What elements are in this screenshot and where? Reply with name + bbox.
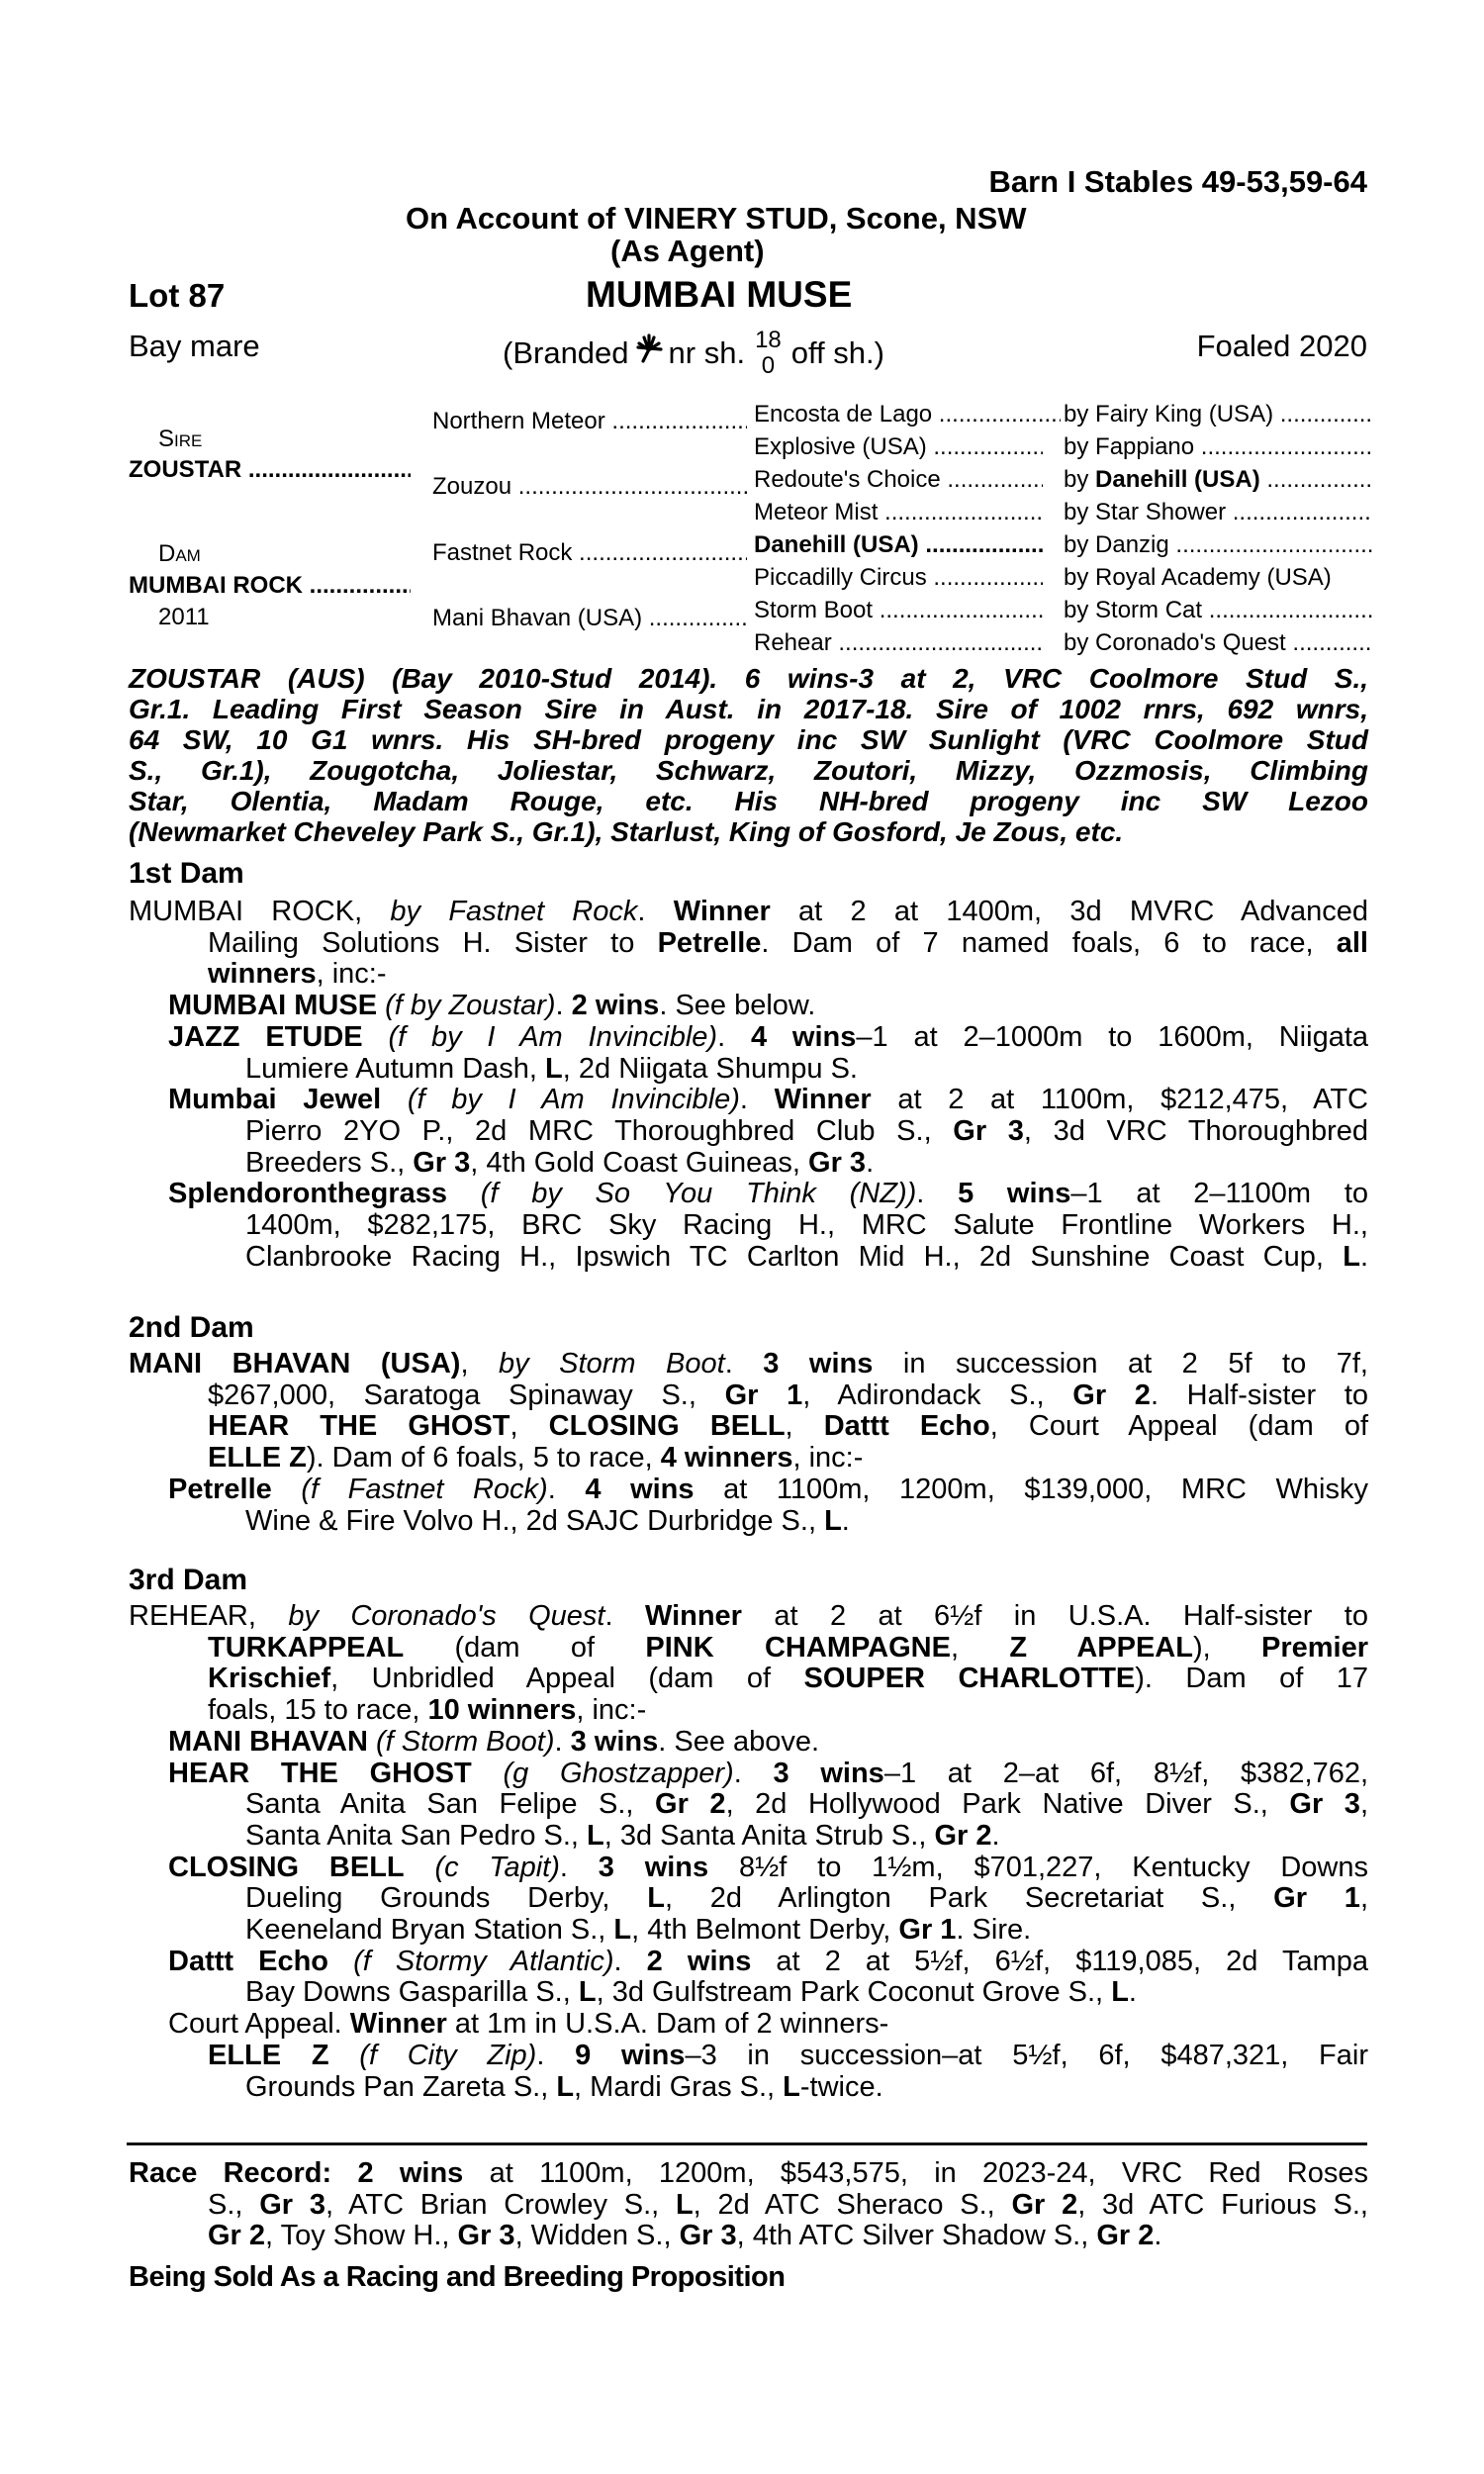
sire-summary-line: (Newmarket Cheveley Park S., Gr.1), Starlust, King of Gosford, Je Zous, etc.	[129, 816, 1124, 847]
text: .	[637, 896, 674, 927]
pedigree-gen3-name: Explosive (USA) .....	[754, 433, 1043, 461]
italic-text: (f by I Am Invincible)	[407, 1084, 740, 1116]
bold-text: 3 wins	[598, 1851, 709, 1883]
bold-text: JAZZ ETUDE	[168, 1020, 363, 1053]
bold-text: Gr 3	[413, 1146, 471, 1179]
first-dam-line	[168, 1178, 1368, 1209]
text: Court Appeal.	[168, 2008, 350, 2041]
bold-text: HEAR THE GHOST	[208, 1410, 510, 1443]
bold-text: Splendoronthegrass	[168, 1178, 447, 1210]
agent-note: (As Agent)	[610, 234, 765, 268]
third-dam-line	[245, 1820, 1000, 1852]
sire-summary-line: ZOUSTAR (AUS) (Bay 2010-Stud 2014). 6 wins-3 at 2, VRC Coolmore Stud S.,	[129, 663, 1368, 694]
bold-text: Gr 2	[1072, 1379, 1151, 1411]
text: , 4th Gold Coast Guineas,	[470, 1146, 809, 1179]
text: , Court Appeal (dam of	[989, 1410, 1369, 1443]
bold-text: 9 wins	[575, 2039, 686, 2071]
text: (dam of	[404, 1631, 646, 1664]
text: , 2d ATC Sheraco S.,	[693, 2188, 1012, 2221]
bold-text: L	[613, 1914, 632, 1946]
bold-text: L	[647, 1882, 665, 1915]
text: foals, 15 to race,	[208, 1694, 428, 1727]
text	[472, 1758, 504, 1789]
text: ,	[785, 1410, 824, 1443]
bold-text: MANI BHAVAN	[168, 1725, 368, 1758]
italic-text: (g Ghostzapper)	[503, 1757, 734, 1789]
third-dam-line	[168, 1726, 819, 1758]
bold-text: Krischief	[208, 1663, 331, 1695]
bold-text: CLOSING BELL	[548, 1410, 786, 1443]
bold-text: Gr 2	[208, 2220, 266, 2252]
first-dam-line	[168, 1021, 1368, 1053]
pedigree-gen2-item: Northern Meteor .....	[432, 408, 747, 435]
second-dam-line	[129, 1348, 1368, 1380]
bold-text: 3 wins	[570, 1725, 659, 1758]
pedigree-gen2-item: Fastnet Rock .....	[432, 539, 747, 567]
barn-location: Barn I Stables 49-53,59-64	[988, 164, 1367, 199]
section-divider	[127, 2142, 1367, 2145]
second-dam-line	[208, 1442, 863, 1474]
text: –1 at 2–1000m to 1600m, Niigata	[856, 1020, 1369, 1053]
second-dam-line	[208, 1380, 1368, 1411]
text: Santa Anita San Felipe S.,	[245, 1788, 656, 1821]
race-record-line	[129, 2157, 1368, 2189]
italic-text: (f Stormy Atlantic)	[353, 1945, 614, 1977]
third-dam-line	[168, 1946, 1368, 1977]
text	[368, 1726, 376, 1758]
bold-text: L	[578, 1976, 597, 2009]
race-record-line	[208, 2220, 1161, 2251]
bold-text: Winner	[673, 896, 771, 927]
horse-name: MUMBAI MUSE	[586, 274, 853, 315]
first-dam-heading: 1st Dam	[129, 857, 244, 890]
first-dam-line	[245, 1115, 1368, 1147]
bold-text: 4 wins	[585, 1473, 695, 1505]
bold-text: 3 wins	[763, 1348, 874, 1380]
bold-text: ELLE Z	[208, 2039, 329, 2071]
bold-text: 2 wins	[571, 990, 660, 1022]
text: Clanbrooke Racing H., Ipswich TC Carlton Mid H., 2d Sunshine Coast Cup,	[245, 1240, 1344, 1273]
bold-text: Gr 2	[934, 1819, 992, 1852]
bold-text: L	[587, 1819, 604, 1852]
sire-summary-line: Star, Olentia, Madam Rouge, etc. His NH-bred progeny inc SW Lezoo	[129, 786, 1368, 816]
sire-summary-line: S., Gr.1), Zougotcha, Joliestar, Schwarz, Zoutori, Mizzy, Ozzmosis, Climbing	[129, 755, 1368, 786]
text: , inc:-	[576, 1694, 647, 1727]
text: .	[1359, 1240, 1368, 1273]
first-dam-line	[208, 927, 1368, 959]
dam-label: Dam	[158, 540, 201, 567]
text: –3 in succession–at 5½f, 6f, $487,321, Fair	[685, 2039, 1368, 2071]
first-dam-line	[208, 958, 387, 990]
vinery-brand-icon	[635, 329, 663, 364]
pedigree-gen3-name: Redoute's Choice .....	[754, 466, 1043, 494]
italic-text: (f Fastnet Rock)	[301, 1473, 548, 1505]
text	[381, 1084, 408, 1115]
text: .	[733, 1757, 774, 1789]
text: at 2 at 1100m, $212,475, ATC	[871, 1084, 1368, 1116]
text: S.,	[208, 2188, 260, 2221]
text: Dueling Grounds Derby,	[245, 1882, 648, 1915]
bold-text: PINK CHAMPAGNE	[645, 1631, 951, 1664]
brand-number-bottom: 0	[761, 352, 776, 379]
brand-number	[755, 328, 782, 379]
text: Breeders S.,	[245, 1146, 414, 1179]
bold-text: Z APPEAL	[1009, 1631, 1193, 1664]
text	[328, 1946, 353, 1977]
sire-summary-line: Gr.1. Leading First Season Sire in Aust. in 2017-18. Sire of 1002 rnrs, 692 wnrs,	[129, 694, 1368, 724]
third-dam-line	[245, 1882, 1368, 1914]
first-dam-line	[245, 1209, 1368, 1241]
italic-text: (f by So You Think (NZ))	[480, 1178, 917, 1210]
text: Santa Anita San Pedro S.,	[245, 1819, 588, 1852]
second-dam-line	[168, 1474, 1368, 1505]
text: 1400m, $282,175, BRC Sky Racing H., MRC Salute Frontline Workers H.,	[245, 1209, 1368, 1241]
bold-text: Gr 2	[1011, 2188, 1078, 2221]
text: .	[547, 1473, 586, 1505]
text: , 2d Arlington Park Secretariat S.,	[664, 1882, 1274, 1915]
text: Pierro 2YO P., 2d MRC Thoroughbred Club S.,	[245, 1114, 954, 1147]
text: , Adirondack S.,	[802, 1379, 1073, 1411]
bold-text: Winner	[644, 1600, 742, 1632]
first-dam-line	[168, 990, 815, 1021]
third-dam-line	[208, 1694, 646, 1726]
first-dam-line	[245, 1147, 874, 1179]
bold-text: TURKAPPEAL	[208, 1631, 405, 1664]
first-dam-line	[245, 1241, 1368, 1273]
pedigree-gen3-name: Meteor Mist .....	[754, 499, 1043, 526]
text: -twice.	[799, 2070, 883, 2103]
third-dam-line	[208, 2040, 1368, 2071]
text	[272, 1474, 302, 1505]
bold-text: Gr 1	[898, 1914, 957, 1946]
text: ,	[950, 1631, 1010, 1664]
text: Lumiere Autumn Dash,	[245, 1052, 546, 1085]
italic-text: (f Storm Boot)	[375, 1725, 555, 1758]
text	[377, 990, 385, 1021]
text: .	[724, 1348, 764, 1380]
bold-text: CLOSING BELL	[168, 1851, 405, 1883]
italic-text: by Coronado's Quest	[288, 1600, 605, 1632]
text: .	[739, 1084, 775, 1116]
sale-proposition: Being Sold As a Racing and Breeding Proposition	[129, 2261, 786, 2293]
race-record-line	[208, 2189, 1368, 2221]
pedigree-sire	[129, 456, 411, 484]
bold-text: Gr 3	[808, 1146, 867, 1179]
sire-label: Sire	[158, 426, 203, 452]
italic-text: (f by I Am Invincible)	[388, 1020, 718, 1053]
second-dam-line	[245, 1505, 850, 1537]
pedigree-gen3-sire: by Danzig .....	[1064, 531, 1372, 559]
brand-prefix: (Branded	[503, 335, 629, 370]
text: .	[841, 1504, 850, 1537]
pedigree-gen2-item: Mani Bhavan (USA) .....	[432, 605, 747, 632]
text: , 3d Gulfstream Park Coconut Grove S.,	[596, 1976, 1112, 2009]
text	[363, 1021, 389, 1053]
bold-text: ELLE Z	[208, 1442, 307, 1475]
bold-text: MANI BHAVAN (USA)	[129, 1348, 461, 1380]
colour-sex: Bay mare	[129, 329, 260, 363]
text: at 1100m, 1200m, $543,575, in 2023-24, VRC Red Roses	[463, 2157, 1368, 2189]
bold-text: L	[1111, 1976, 1129, 2009]
brand-suffix: off sh.)	[790, 335, 884, 370]
second-dam-line	[208, 1410, 1368, 1442]
text: , 4th Belmont Derby,	[631, 1914, 899, 1946]
brand-near-side: nr sh.	[668, 335, 746, 370]
text: .	[554, 1725, 571, 1758]
text: –1 at 2–at 6f, 8½f, $382,762,	[883, 1757, 1369, 1789]
bold-text: Petrelle	[657, 926, 762, 959]
text: . Dam of 7 named foals, 6 to race,	[761, 926, 1337, 959]
text: ,	[1359, 1788, 1368, 1821]
bold-text: Winner	[774, 1084, 872, 1116]
pedigree-gen3-name: Encosta de Lago .....	[754, 401, 1061, 428]
text: .	[916, 1178, 959, 1210]
bold-text: Mumbai Jewel	[168, 1084, 382, 1116]
bold-text: 3 wins	[773, 1757, 884, 1789]
text: , inc:-	[316, 958, 387, 991]
pedigree-dam-name: MUMBAI ROCK	[129, 572, 303, 599]
bold-text: Dattt Echo	[168, 1945, 329, 1977]
third-dam-line	[245, 1976, 1137, 2008]
text: , 4th ATC Silver Shadow S.,	[736, 2220, 1097, 2252]
bold-text: L	[675, 2188, 694, 2221]
pedigree-gen2-item: Zouzou .....	[432, 473, 747, 501]
pedigree-gen3-sire: by Royal Academy (USA)	[1064, 564, 1332, 591]
text: Wine & Fire Volvo H., 2d SAJC Durbridge S.,	[245, 1504, 825, 1537]
text: ),	[1192, 1631, 1261, 1664]
third-dam-line	[168, 2008, 888, 2040]
second-dam-heading: 2nd Dam	[129, 1311, 254, 1344]
pedigree-gen3-sire: by Storm Cat .....	[1064, 597, 1372, 624]
first-dam-line	[245, 1053, 858, 1085]
text: , 3d Santa Anita Strub S.,	[603, 1819, 935, 1852]
brand-description	[503, 319, 884, 388]
text: .	[1154, 2220, 1162, 2252]
text: at 1m in U.S.A. Dam of 2 winners-	[446, 2008, 889, 2041]
text	[329, 2040, 360, 2071]
vendor-account: On Account of VINERY STUD, Scone, NSW	[406, 201, 1027, 236]
text: , inc:-	[792, 1442, 864, 1475]
third-dam-line	[208, 1663, 1368, 1694]
bold-text: Gr 2	[1096, 2220, 1155, 2252]
text: .	[1128, 1976, 1137, 2009]
text: , 2d Hollywood Park Native Diver S.,	[725, 1788, 1290, 1821]
italic-text: (c Tapit)	[434, 1851, 560, 1883]
text: at 2 at 5½f, 6½f, $119,085, 2d Tampa	[751, 1945, 1368, 1977]
first-dam-line	[168, 1084, 1368, 1115]
text: ). Dam of 17	[1135, 1663, 1369, 1695]
pedigree-sire-name: ZOUSTAR	[129, 456, 242, 483]
text: at 2 at 1400m, 3d MVRC Advanced	[770, 896, 1368, 927]
text: , 2d Niigata Shumpu S.	[562, 1052, 858, 1085]
bold-text: 4 wins	[750, 1020, 857, 1053]
bold-text: 10 winners	[427, 1694, 577, 1727]
text: ). Dam of 6 foals, 5 to race,	[306, 1442, 661, 1475]
bold-text: all	[1336, 926, 1368, 959]
bold-text: 2 wins	[646, 1945, 752, 1977]
text: . Half-sister to	[1150, 1379, 1369, 1411]
pedigree-gen3-name: Rehear .....	[754, 629, 1043, 657]
brand-number-top: 18	[755, 327, 782, 353]
lot-number: Lot 87	[129, 277, 226, 314]
bold-text: Gr 3	[457, 2220, 515, 2252]
italic-text: (f by Zoustar)	[385, 990, 556, 1022]
bold-text: HEAR THE GHOST	[168, 1757, 472, 1789]
sire-summary-line: 64 SW, 10 G1 wnrs. His SH-bred progeny inc SW Sunlight (VRC Coolmore Stud	[129, 724, 1368, 755]
pedigree-gen3-name: Danehill (USA) .....	[754, 531, 1043, 559]
bold-text: L	[1343, 1240, 1360, 1273]
text: .	[613, 1945, 647, 1977]
bold-text: Gr 1	[1273, 1882, 1360, 1915]
text: ,	[1359, 1882, 1368, 1915]
text: . See above.	[658, 1725, 820, 1758]
third-dam-line	[129, 1600, 1368, 1632]
text: Bay Downs Gasparilla S.,	[245, 1976, 579, 2009]
bold-text: L	[556, 2070, 575, 2103]
text: , Toy Show H.,	[265, 2220, 458, 2252]
pedigree-gen3-sire: by Fappiano .....	[1064, 433, 1372, 461]
third-dam-line	[245, 1914, 1031, 1946]
text: .	[717, 1020, 751, 1053]
third-dam-line	[168, 1758, 1368, 1789]
pedigree-gen3-sire: by Coronado's Quest .....	[1064, 629, 1372, 657]
bold-text: Gr 1	[724, 1379, 803, 1411]
text: $267,000, Saratoga Spinaway S.,	[208, 1379, 725, 1411]
text: at 2 at 6½f in U.S.A. Half-sister to	[741, 1600, 1368, 1632]
italic-text: by Storm Boot	[499, 1348, 725, 1380]
bold-text: Race Record:	[129, 2157, 358, 2189]
third-dam-line	[168, 1852, 1368, 1883]
bold-text: Gr 3	[953, 1114, 1024, 1147]
text: .	[604, 1600, 645, 1632]
text: , ATC Brian Crowley S.,	[325, 2188, 676, 2221]
bold-text: 4 winners	[660, 1442, 793, 1475]
text: , Mardi Gras S.,	[574, 2070, 784, 2103]
text: .	[991, 1819, 1000, 1852]
text: , 3d VRC Thoroughbred	[1023, 1114, 1369, 1147]
bold-text: Gr 3	[679, 2220, 737, 2252]
bold-text: Winner	[349, 2008, 447, 2041]
text: ,	[510, 1410, 549, 1443]
text: Mailing Solutions H. Sister to	[208, 926, 658, 959]
foaled-year: Foaled 2020	[1196, 329, 1367, 363]
text: –1 at 2–1100m to	[1070, 1178, 1368, 1210]
pedigree-gen3-sire: by Star Shower .....	[1064, 499, 1372, 526]
italic-text: by Fastnet Rock	[390, 896, 638, 927]
text: ,	[460, 1348, 500, 1380]
text: .	[866, 1146, 875, 1179]
bold-text: Gr 3	[1289, 1788, 1360, 1821]
bold-text: Dattt Echo	[823, 1410, 990, 1443]
text: Keeneland Bryan Station S.,	[245, 1914, 614, 1946]
pedigree-gen3-sire: by Fairy King (USA) .....	[1064, 401, 1372, 428]
bold-text: L	[545, 1052, 563, 1085]
bold-text: Premier	[1261, 1631, 1369, 1664]
pedigree-gen3-name: Piccadilly Circus .....	[754, 564, 1043, 592]
text: .	[555, 990, 572, 1022]
italic-text: (f City Zip)	[359, 2039, 537, 2071]
text: in succession at 2 5f to 7f,	[873, 1348, 1368, 1380]
text	[447, 1178, 481, 1209]
bold-text: 2 wins	[357, 2157, 464, 2189]
text: .	[559, 1851, 599, 1883]
third-dam-heading: 3rd Dam	[129, 1564, 248, 1596]
first-dam-line	[129, 896, 1368, 927]
pedigree-gen3-sire: by Danehill (USA) .....	[1064, 466, 1372, 494]
third-dam-line	[208, 1632, 1368, 1664]
text	[405, 1852, 435, 1883]
pedigree-gen3-name: Storm Boot .....	[754, 597, 1043, 624]
text: .	[536, 2039, 576, 2071]
third-dam-line	[245, 2071, 883, 2103]
pedigree-dam-year: 2011	[158, 604, 210, 630]
text: , 3d ATC Furious S.,	[1077, 2188, 1368, 2221]
text: at 1100m, 1200m, $139,000, MRC Whisky	[694, 1473, 1368, 1505]
text: . Sire.	[956, 1914, 1032, 1946]
bold-text: Gr 2	[655, 1788, 726, 1821]
pedigree-dam	[129, 572, 411, 600]
bold-text: MUMBAI MUSE	[168, 990, 378, 1022]
text: , Widden S.,	[514, 2220, 680, 2252]
bold-text: L	[824, 1504, 842, 1537]
bold-text: SOUPER CHARLOTTE	[803, 1663, 1136, 1695]
third-dam-line	[245, 1788, 1368, 1820]
bold-text: L	[783, 2070, 800, 2103]
text: Grounds Pan Zareta S.,	[245, 2070, 557, 2103]
text: 8½f to 1½m, $701,227, Kentucky Downs	[708, 1851, 1368, 1883]
bold-text: 5 wins	[958, 1178, 1071, 1210]
text: MUMBAI ROCK,	[129, 896, 391, 927]
bold-text: Gr 3	[259, 2188, 325, 2221]
bold-text: winners	[208, 958, 317, 991]
bold-text: Petrelle	[168, 1473, 272, 1505]
text: , Unbridled Appeal (dam of	[330, 1663, 804, 1695]
text: . See below.	[659, 990, 816, 1022]
text: REHEAR,	[129, 1600, 289, 1632]
